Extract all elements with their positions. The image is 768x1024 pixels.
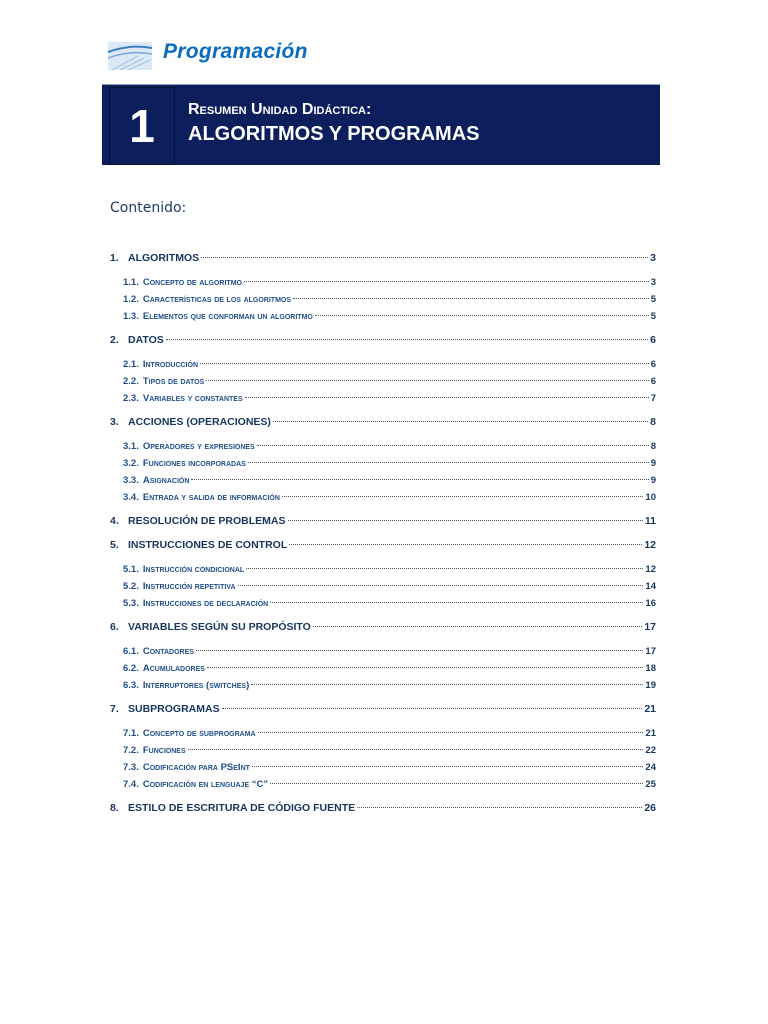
- toc-label: Tipos de datos: [142, 376, 205, 387]
- toc-subentry[interactable]: [123, 489, 656, 506]
- toc-number: 6.1.: [123, 646, 139, 657]
- toc-page: 10: [645, 492, 656, 503]
- toc-label: INSTRUCCIONES DE CONTROL: [128, 539, 288, 551]
- toc-label: VARIABLES SEGÚN SU PROPÓSITO: [128, 621, 311, 633]
- toc-number: 7.1.: [123, 728, 139, 739]
- toc-number: 2.3.: [123, 393, 139, 404]
- toc-page: 14: [645, 581, 656, 592]
- toc-subentries: [110, 561, 656, 612]
- contents-heading: Contenido:: [110, 200, 187, 216]
- toc-number: 1.3.: [123, 311, 139, 322]
- dot-leader: [188, 749, 644, 750]
- toc-page: 3: [650, 277, 656, 288]
- unit-banner: [102, 84, 660, 165]
- dot-leader: [252, 766, 644, 767]
- toc-entry[interactable]: [110, 701, 656, 718]
- toc-number: 6.2.: [123, 663, 139, 674]
- toc-number: 1.: [110, 252, 119, 264]
- toc-entry[interactable]: [110, 250, 656, 267]
- dot-leader: [293, 298, 649, 299]
- toc-number: 2.1.: [123, 359, 139, 370]
- toc-page: 17: [645, 646, 656, 657]
- toc-subentry[interactable]: [123, 776, 656, 793]
- toc-label: Acumuladores: [142, 663, 205, 674]
- dot-leader: [206, 380, 648, 381]
- toc-subentries: [110, 725, 656, 793]
- toc-label: Operadores y expresiones: [142, 441, 255, 452]
- toc-page: 18: [645, 663, 656, 674]
- toc-page: 6: [650, 359, 656, 370]
- dot-leader: [257, 445, 649, 446]
- toc-label: Funciones: [142, 745, 186, 756]
- toc-subentry[interactable]: [123, 660, 656, 677]
- toc-number: 6.: [110, 621, 119, 633]
- toc-subentry[interactable]: [123, 438, 656, 455]
- dot-leader: [270, 602, 643, 603]
- toc-page: 3: [650, 252, 656, 264]
- toc-label: Instrucción condicional: [142, 564, 245, 575]
- toc-number: 5.2.: [123, 581, 139, 592]
- dot-leader: [289, 544, 642, 545]
- toc-number: 1.2.: [123, 294, 139, 305]
- toc-label: SUBPROGRAMAS: [128, 703, 220, 715]
- toc-entry[interactable]: [110, 537, 656, 554]
- dot-leader: [244, 281, 649, 282]
- dot-leader: [273, 421, 648, 422]
- toc-label: ALGORITMOS: [128, 252, 200, 264]
- toc-subentries: [110, 356, 656, 407]
- dot-leader: [248, 462, 649, 463]
- toc-page: 9: [650, 475, 656, 486]
- toc-label: ACCIONES (OPERACIONES): [128, 416, 271, 428]
- toc-number: 2.: [110, 334, 119, 346]
- toc-number: 4.: [110, 515, 119, 527]
- toc-page: 12: [645, 564, 656, 575]
- toc-label: DATOS: [128, 334, 164, 346]
- toc-page: 16: [645, 598, 656, 609]
- dot-leader: [251, 684, 643, 685]
- toc-number: 3.: [110, 416, 119, 428]
- toc-label: Concepto de algoritmo: [142, 277, 242, 288]
- toc-subentries: [110, 643, 656, 694]
- dot-leader: [196, 650, 643, 651]
- toc-label: Concepto de subprograma: [142, 728, 256, 739]
- toc-subentry[interactable]: [123, 356, 656, 373]
- toc-subentry[interactable]: [123, 725, 656, 742]
- toc-subentry[interactable]: [123, 742, 656, 759]
- toc-subentry[interactable]: [123, 561, 656, 578]
- toc-subentry[interactable]: [123, 274, 656, 291]
- unit-number: 1: [109, 87, 175, 165]
- toc-subentry[interactable]: [123, 291, 656, 308]
- toc-label: Características de los algoritmos: [142, 294, 292, 305]
- toc-page: 8: [650, 441, 656, 452]
- toc-subentries: [110, 438, 656, 506]
- dot-leader: [357, 807, 642, 808]
- toc-page: 9: [650, 458, 656, 469]
- toc-label: Entrada y salida de información: [142, 492, 280, 503]
- toc-subentry[interactable]: [123, 677, 656, 694]
- toc-page: 11: [644, 515, 656, 527]
- toc-number: 3.4.: [123, 492, 139, 503]
- toc-entry[interactable]: [110, 619, 656, 636]
- table-of-contents: [110, 250, 656, 817]
- toc-label: Funciones incorporadas: [142, 458, 246, 469]
- toc-entry[interactable]: [110, 800, 656, 817]
- toc-subentry[interactable]: [123, 308, 656, 325]
- toc-label: Codificación para PSeInt: [142, 762, 250, 773]
- toc-number: 5.3.: [123, 598, 139, 609]
- dot-leader: [201, 257, 648, 258]
- dot-leader: [200, 363, 649, 364]
- toc-page: 26: [644, 802, 656, 814]
- toc-entry[interactable]: [110, 414, 656, 431]
- toc-page: 19: [645, 680, 656, 691]
- toc-label: Contadores: [142, 646, 194, 657]
- toc-label: RESOLUCIÓN DE PROBLEMAS: [128, 515, 286, 527]
- dot-leader: [282, 496, 644, 497]
- unit-title: ALGORITMOS Y PROGRAMAS: [188, 123, 480, 145]
- toc-number: 7.: [110, 703, 119, 715]
- dot-leader: [288, 520, 643, 521]
- toc-label: Interruptores (switches): [142, 680, 250, 691]
- toc-entry[interactable]: [110, 332, 656, 349]
- toc-entry[interactable]: [110, 513, 656, 530]
- logo-icon: [108, 42, 152, 70]
- toc-label: ESTILO DE ESCRITURA DE CÓDIGO FUENTE: [128, 802, 356, 814]
- dot-leader: [166, 339, 648, 340]
- toc-subentry[interactable]: [123, 472, 656, 489]
- toc-number: 3.3.: [123, 475, 139, 486]
- toc-subentries: [110, 274, 656, 325]
- toc-page: 12: [644, 539, 656, 551]
- toc-page: 5: [650, 311, 656, 322]
- toc-label: Variables y constantes: [142, 393, 243, 404]
- toc-number: 3.1.: [123, 441, 139, 452]
- toc-subentry[interactable]: [123, 373, 656, 390]
- toc-label: Elementos que conforman un algoritmo: [142, 311, 313, 322]
- toc-page: 7: [650, 393, 656, 404]
- toc-label: Codificación en lenguaje “C”: [142, 779, 269, 790]
- toc-page: 21: [645, 728, 656, 739]
- toc-label: Asignación: [142, 475, 190, 486]
- toc-subentry[interactable]: [123, 595, 656, 612]
- toc-number: 7.4.: [123, 779, 139, 790]
- toc-number: 8.: [110, 802, 119, 814]
- dot-leader: [270, 783, 643, 784]
- toc-subentry[interactable]: [123, 578, 656, 595]
- toc-label: Instrucción repetitiva: [142, 581, 236, 592]
- toc-number: 2.2.: [123, 376, 139, 387]
- toc-page: 6: [650, 334, 656, 346]
- dot-leader: [245, 397, 649, 398]
- toc-page: 5: [650, 294, 656, 305]
- toc-number: 3.2.: [123, 458, 139, 469]
- toc-page: 24: [645, 762, 656, 773]
- toc-number: 7.2.: [123, 745, 139, 756]
- dot-leader: [246, 568, 643, 569]
- dot-leader: [222, 708, 643, 709]
- brand-title: Programación: [163, 40, 308, 63]
- toc-page: 8: [650, 416, 656, 428]
- toc-page: 22: [645, 745, 656, 756]
- dot-leader: [238, 585, 644, 586]
- toc-page: 17: [644, 621, 656, 633]
- dot-leader: [258, 732, 644, 733]
- dot-leader: [313, 626, 643, 627]
- unit-subtitle: Resumen Unidad Didáctica:: [188, 101, 372, 118]
- toc-label: Instrucciones de declaración: [142, 598, 269, 609]
- toc-number: 6.3.: [123, 680, 139, 691]
- dot-leader: [191, 479, 648, 480]
- toc-number: 5.1.: [123, 564, 139, 575]
- toc-page: 25: [645, 779, 656, 790]
- toc-number: 5.: [110, 539, 119, 551]
- toc-subentry[interactable]: [123, 390, 656, 407]
- toc-number: 1.1.: [123, 277, 139, 288]
- toc-subentry[interactable]: [123, 643, 656, 660]
- toc-subentry[interactable]: [123, 455, 656, 472]
- dot-leader: [207, 667, 643, 668]
- toc-label: Introducción: [142, 359, 198, 370]
- toc-page: 6: [650, 376, 656, 387]
- toc-number: 7.3.: [123, 762, 139, 773]
- toc-page: 21: [644, 703, 656, 715]
- toc-subentry[interactable]: [123, 759, 656, 776]
- dot-leader: [315, 315, 649, 316]
